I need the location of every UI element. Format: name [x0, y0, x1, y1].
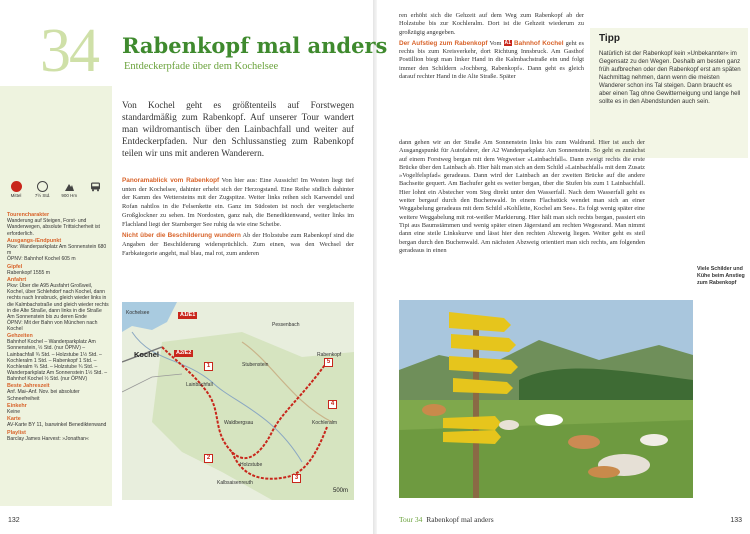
tour-number: 34: [40, 17, 98, 85]
paragraph-signage: Nicht über die Beschilderung wundern Ab der Holzstube zum Rabenkopf sind die Angaben der Beschilderung widersprüchlich. Zum einen, was den Wechsel der Farbkategorie angeht, mal blau, mal rot, zum anderen: [122, 232, 354, 257]
intro-text: Von Kochel geht es größtenteils auf Forstwegen standardmäßig zum Rabenkopf. Auf unserer Tour wandert man wildromantisch über den Lainbachfall und weiter auf Entdeckerpfaden. Nur den Schlussanstieg zum Rabenkopf teilen wir uns mit anderen Wanderern.: [122, 101, 354, 159]
map-waypoint-1: 1: [204, 362, 213, 371]
clock-icon: 7½ Std.: [31, 181, 55, 203]
tour-icons: [4, 181, 108, 203]
difficulty-dot-icon: Mittel: [4, 181, 28, 203]
sidebar-heading: Gehzeiten: [7, 333, 33, 340]
sidebar-text: AV-Karte BY 11, Isarwinkel Benediktenwand: [7, 422, 107, 429]
sidebar-heading: Anfahrt: [7, 277, 27, 284]
map-label-waldbergsau: Waldbergsau: [224, 420, 254, 426]
map-waypoint-2: 2: [204, 454, 213, 463]
map-town-kochel: Kochel: [134, 350, 160, 359]
map-label-lainbachfall: Lainbachfall: [186, 382, 213, 388]
map-waypoint-4: 4: [328, 400, 337, 409]
tip-text: Natürlich ist der Rabenkopf kein »Unbekannter« im Gegensatz zu den Wegen. Deshalb am besten ganz früh aufbrechen oder den Rabenkopf erst am späten Nachmittag nehmen, dann wenn die meisten Wanderer schon ins Tal steigen. Dann braucht es aber einen Tag ohne Gewitterneigung und lange hell sollte es in den Abendstunden auch sein.: [599, 50, 741, 105]
map-label-kochleralm: Kochleralm: [312, 420, 338, 426]
map-graphic: [122, 302, 354, 500]
sidebar-heading: Playlist: [7, 429, 26, 436]
map-waypoint-3: 3: [292, 474, 301, 483]
paragraph-ascent: Der Aufstieg zum Rabenkopf Vom A1 Bahnhof Kochel geht es rechts bis zum Kreisverkehr, dort Richtung Innsbruck. Am Gasthof Postillion biegt man linker Hand in die Kalmbachstraße ein und folgt immer den Schildern »Jochberg, Rabenkopf«. Dann geht es gleich darauf rechter Hand in die Alte Straße. Später: [399, 39, 584, 81]
info-sidebar: [0, 86, 112, 506]
cows-signpost-photo: [399, 300, 693, 498]
map-label-lake: Kochelsee: [126, 310, 150, 316]
page-number-left: 132: [8, 517, 20, 524]
right-body-text-top: [399, 12, 584, 84]
map-scale: 500m: [332, 488, 348, 494]
right-body-text-main: dann gehen wir an der Straße Am Sonnenstein links bis zum Waldrand. Hier ist auch der Ausgangspunkt für Autofahrer, der A2 Wanderparkplatz Am Sonnenstein. So geht es zunächst auf einem Forstweg bergan mit dem Wegweiser »Lainbachfall«. Dann zweigt rechts die erste Brücke über den Lainbach ab. Hier hält man sich an dem Schild »Lainbachfall« mit dem Zusatz »Vogelfelspfad« geradeaus. Dann wird der Lainbach an der zweiten Brücke auf die andere Bachseite gequert. Am Bachufer geht es weiter bergan, über die Stufen bis zum 1 Lainbachfall. Hier lohnt ein Abstecher vom Steg direkt unter den Wasserfall. Nach dem Wasserfall geht es weiter bergauf durch den Buchenwald. In einem Flachstück wendet man sich an einer Weggabelung geradeaus mit dem Schild »Kohlleite, Kochel am See«. Es folgt wenig später eine weitere Weggabelung mit rot-weißer Markierung. Hier hält man sich rechts bergan, passiert ein Tipi aus Baumstämmen und wenig später einen Jägerstand am rechten Wegesrand. Man nimmt dann eine steile Linkskurve und lässt hier den rechten Abzweig liegen. Weiter geht es steil bergan durch den Buchenwald. Am nächsten Abzweig orientiert man sich rechts, am folgenden geradeaus in einen: [399, 139, 645, 254]
sidebar-heading: Beste Jahreszeit: [7, 383, 50, 390]
footer-tour: Tour 34 Rabenkopf mal anders: [399, 515, 494, 524]
sidebar-text: Wanderung auf Steigen, Forst- und Wanderwegen, absolute Trittsicherheit ist erforderlich.: [7, 218, 100, 237]
ascent-icon: 900 Hm: [57, 181, 81, 203]
map-label-stubenstein: Stubenstein: [242, 362, 269, 368]
paragraph-panorama: Panoramablick vom Rabenkopf Von hier aus: Eine Aussicht! Im Westen liegt tief unten der Kochelsee, dahinter erhebt sich der Herzogstand. Eine Reihe südlich dahinter der Kamm des Wettersteins mit der Zugspitze. Weiter links reihen sich Karwendel und Rofan nahtlos in die Felsenkette ein. Ganz im Südosten ist noch der vergletscherte Großglockner zu sehen. Im Nordosten, ganz nah, die Benediktenwand, weiter links im Flachland liegt der Starnberger See ruhig da wie eine Scheibe.: [122, 177, 354, 228]
sidebar-heading: Gipfel: [7, 263, 23, 270]
waypoint-tag-a1: A1: [504, 39, 511, 46]
tip-title: Tipp: [599, 33, 620, 44]
sidebar-heading: Tourencharakter: [7, 212, 50, 219]
right-page: [377, 0, 750, 534]
photo-caption: Viele Schilder und Kühe beim Anstieg zum Rabenkopf: [697, 266, 745, 286]
map-label-rabenkopf: Rabenkopf: [317, 352, 342, 358]
sidebar-text: Bahnhof Kochel – Wanderparkplatz Am Sonnenstein, ½ Std. (nur ÖPNV) – Lainbachfall ¾ Std. – Holzstube 1½ Std. – Kochleralm 1 Std. – Rabenkopf 1 Std. – Kochleralm ¾ Std. – Holzstube ¾ Std. – Wanderparkplatz Am Sonnenstein 1½ Std. – Bahnhof Kochel ½ Std. (nur ÖPNV): [7, 339, 108, 382]
sidebar-text: Barclay James Harvest: »Jonathan«: [7, 435, 89, 442]
sidebar-heading: Karte: [7, 416, 21, 423]
map-waypoint-5: 5: [324, 358, 333, 367]
page-title: Rabenkopf mal anders: [122, 33, 388, 58]
route-map: [122, 302, 354, 500]
sidebar-text: Rabenkopf 1555 m: [7, 269, 51, 276]
page-subtitle: Entdeckerpfade über dem Kochelsee: [124, 61, 279, 72]
map-marker-a1: A1/E1: [180, 312, 196, 318]
paragraph-continuation: ren erhöht sich die Gehzeit auf dem Weg zum Rabenkopf ab der Holzstube bis zur Kochleralm. Dort ist die Gehzeit wiederum zu großzügig angegeben.: [399, 12, 584, 36]
left-body-text: [122, 177, 354, 261]
sidebar-facts: [7, 211, 109, 442]
bus-icon: [84, 181, 108, 203]
sidebar-text: Keine: [7, 408, 21, 415]
map-label-holzstube: Holzstube: [240, 462, 263, 468]
sidebar-text: Anf. Mai–Anf. Nov. bei absoluter Schneefreiheit: [7, 389, 80, 402]
sidebar-heading: Ausgangs-/Endpunkt: [7, 237, 62, 244]
sidebar-text: Pkw: Über die A95 Ausfahrt Großweil, Kochel, über Schlehdorf nach Kochel, dann rechts nach Innsbruck, gleich wieder links in die Kalmbachstraße und gleich wieder rechts in die Alte Straße, dann links in die Straße Am Sonnenstein bis zu deren Ende ÖPNV: Mit der Bahn von München nach Kochel: [7, 283, 109, 332]
page-number-right: 133: [730, 517, 742, 524]
sidebar-heading: Einkehr: [7, 402, 27, 409]
sidebar-text: Pkw: Wanderparkplatz Am Sonnenstein 680 m ÖPNV: Bahnhof Kochel 605 m: [7, 244, 107, 263]
map-marker-a2: A2/E2: [176, 350, 192, 356]
map-label-kalbsaisenreuth: Kalbsaisenreuth: [217, 480, 253, 486]
map-town-pessenbach: Pessenbach: [272, 322, 300, 328]
